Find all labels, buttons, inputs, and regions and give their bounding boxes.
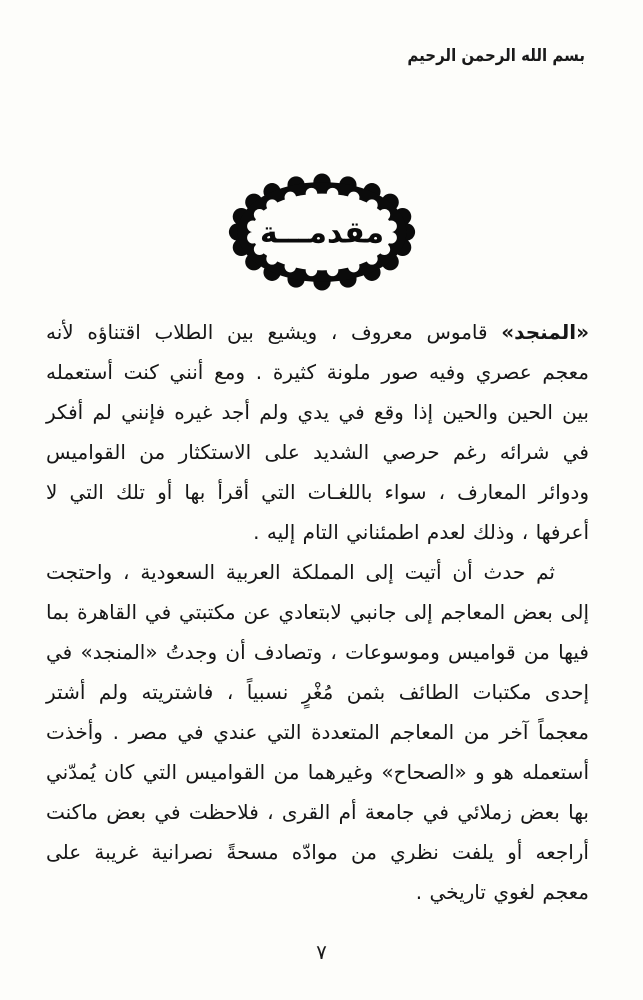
body-text: [46, 312, 589, 912]
bismillah-calligraphy: بسم الله الرحمن الرحيم: [407, 44, 585, 66]
chapter-title: مقدمـــة: [259, 215, 384, 251]
paragraph: [46, 312, 589, 552]
paragraph-text: قاموس معروف ، ويشيع بين الطلاب اقتناؤه لأنه معجم عصري وفيه صور ملونة كثيرة . ومع أنني كنت أستعمله بين الحين والحين إذا وقع في يدي ولم أجد غيره فإنني لم أفكر في شرائه رغم حرصي الشديد على الاستكثار من القواميس ودوائر المعارف ، سواء باللغـات التي أقرأ بها أو تلك التي لا أعرفها ، وذلك لعدم اطمئناني التام إليه .: [46, 320, 589, 544]
page-number: ٧: [316, 940, 327, 964]
emphasized-word: «المنجد»: [501, 320, 589, 344]
chapter-title-ornament: [226, 164, 418, 300]
paragraph: [46, 552, 589, 912]
scalloped-frame-icon: [226, 164, 418, 300]
paragraph-text: ثم حدث أن أتيت إلى المملكة العربية السعودية ، واحتجت إلى بعض المعاجم إلى جانبي لابتعادي عن مكتبتي في القاهرة بما فيها من قواميس وموسوعات ، وتصادف أن وجدتُ «المنجد» في إحدى مكتبات الطائف بثمن مُغْرٍ نسبياً ، فاشتريته ولم أشتر معجماً آخر من المعاجم المتعددة التي عندي في مصر . وأخذت أستعمله هو و «الصحاح» وغيرهما من القواميس التي كان يُمدّني بها بعض زملائي في جامعة أم القرى ، فلاحظت في بعض ماكنت أراجعه أو يلفت نظري من موادّه مسحةً نصرانية غريبة على معجم لغوي تاريخي .: [46, 560, 589, 904]
